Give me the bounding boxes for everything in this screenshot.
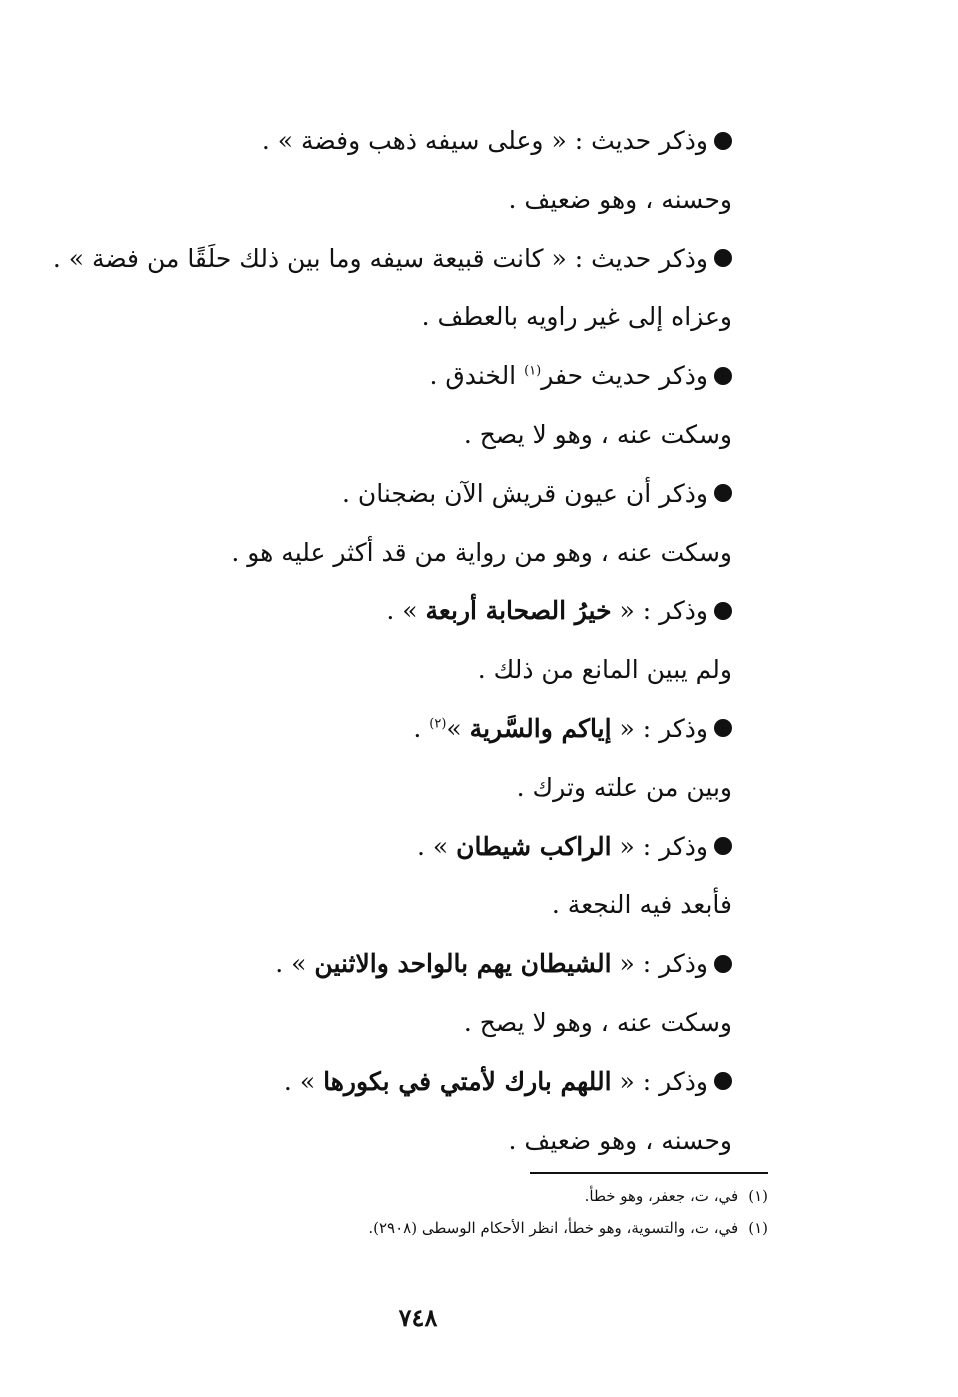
comment-line: وسكت عنه ، وهو لا يصح . (463, 1007, 732, 1037)
entry-line: وذكر : « إياكم والسَّرية »$^{(٢)}$ . (92, 700, 732, 759)
entry-line (92, 465, 732, 524)
entry-lead: وذكر أن عيون قريش الآن بضجنان . (341, 478, 708, 508)
hadith-text: اللهم بارك لأمتي في بكورها (323, 1066, 612, 1096)
main-text (52, 112, 732, 1170)
comment-line: ولم يبين المانع من ذلك . (477, 655, 732, 685)
footnote-text: في، ت، والتسوية، وهو خطأ، انظر الأحكام الوسطى (٢٩٠٨). (368, 1219, 739, 1237)
bullet-icon (714, 1072, 732, 1090)
bullet-icon (714, 249, 732, 267)
bullet-icon (714, 484, 732, 502)
footnote-marker: (٢) (429, 716, 447, 732)
entry-lead: وذكر : (634, 949, 708, 979)
hadith-text: إياكم والسَّرية (469, 713, 612, 743)
entry-lead: وذكر : (634, 1066, 708, 1096)
entry-lead: وذكر : (634, 713, 708, 743)
footnote-text: في، ت، جعفر، وهو خطأ. (584, 1187, 739, 1205)
comment-line: وعزاه إلى غير راويه بالعطف . (421, 302, 732, 332)
entry-lead: وذكر : (634, 596, 708, 626)
footnote (208, 1212, 768, 1244)
comment-line: وحسنه ، وهو ضعيف . (508, 184, 732, 214)
entry-line: وذكر حديث : « كانت قبيعة سيفه وما بين ذلك حلَقًا من فضة » . (92, 230, 732, 289)
footnote-number: (١) (748, 1219, 768, 1237)
entry-lead: وذكر حديث حفر (541, 361, 708, 391)
comment-line: وبين من علته وترك . (516, 772, 732, 802)
bullet-icon (714, 367, 732, 385)
hadith-text: كانت قبيعة سيفه وما بين ذلك حلَقًا من فضة (91, 243, 544, 273)
hadith-text: وعلى سيفه ذهب وفضة (301, 126, 544, 155)
footnote-marker: (١) (524, 363, 542, 379)
bullet-icon (714, 837, 732, 855)
comment-line: وحسنه ، وهو ضعيف . (508, 1125, 732, 1155)
hadith-text: خيرُ الصحابة أربعة (425, 596, 612, 626)
comment-line: وسكت عنه ، وهو لا يصح . (463, 419, 732, 449)
entry-line: وذكر حديث حفر$^{(١)}$ الخندق . (92, 347, 732, 406)
bullet-icon (714, 955, 732, 973)
entry-line: وذكر حديث : « وعلى سيفه ذهب وفضة » . (92, 112, 732, 171)
bullet-icon (714, 132, 732, 150)
comment-line: فأبعد فيه النجعة . (551, 890, 732, 920)
footnote-divider (530, 1172, 768, 1174)
hadith-text: الراكب شيطان (456, 831, 612, 861)
page-number: ٧٤٨ (398, 1303, 438, 1332)
entry-lead: وذكر حديث : (566, 243, 708, 273)
entry-line: وذكر : « اللهم بارك لأمتي في بكورها » . (92, 1053, 732, 1112)
bullet-icon (714, 602, 732, 620)
footnotes (208, 1180, 768, 1244)
entry-lead: وذكر : (634, 831, 708, 861)
entry-lead: وذكر حديث : (566, 126, 708, 155)
bullet-icon (714, 719, 732, 737)
entry-line: وذكر : « خيرُ الصحابة أربعة » . (92, 582, 732, 641)
hadith-text: الشيطان يهم بالواحد والاثنين (314, 949, 612, 979)
footnote-number: (١) (748, 1187, 768, 1205)
footnote (208, 1180, 768, 1212)
entry-line: وذكر : « الراكب شيطان » . (92, 818, 732, 877)
entry-line: وذكر : « الشيطان يهم بالواحد والاثنين » . (92, 935, 732, 994)
comment-line: وسكت عنه ، وهو من رواية من قد أكثر عليه هو . (231, 537, 732, 567)
